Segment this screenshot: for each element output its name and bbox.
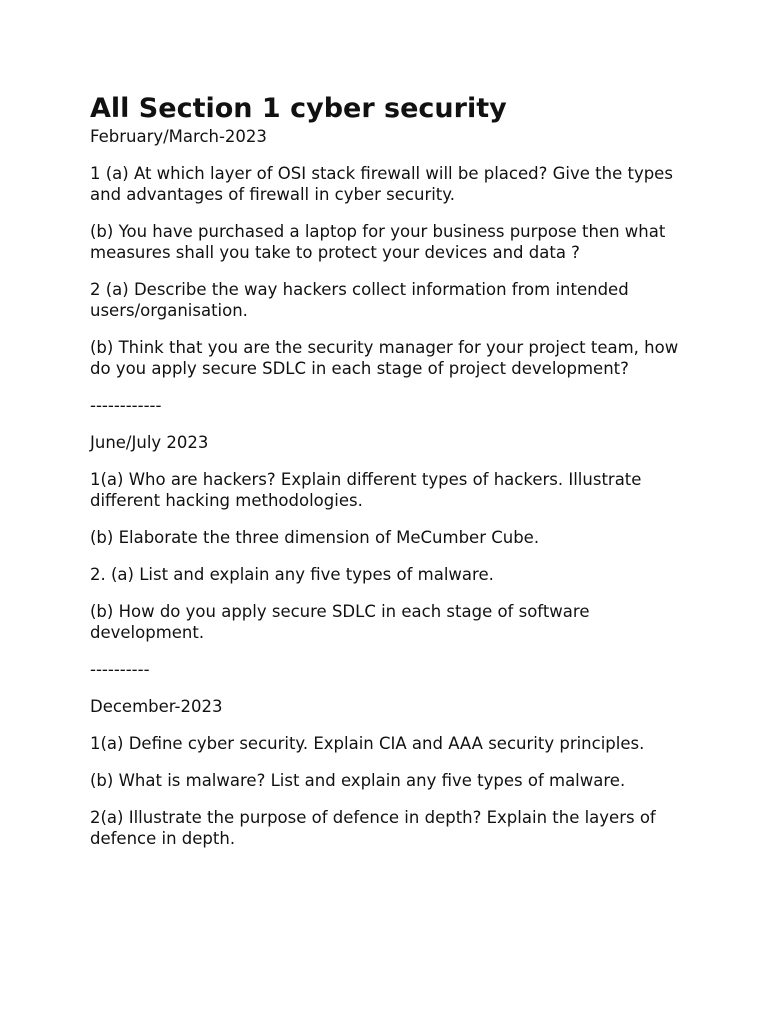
- question-item: 1 (a) At which layer of OSI stack firewall will be placed? Give the types and advantages of firewall in cyber security.: [90, 164, 673, 204]
- section-heading-jun-jul-2023: June/July 2023: [90, 433, 209, 452]
- section-heading-feb-mar-2023: February/March-2023: [90, 127, 267, 146]
- question-item: (b) Elaborate the three dimension of MeCumber Cube.: [90, 528, 540, 547]
- document-page: [90, 92, 690, 865]
- question-item: (b) What is malware? List and explain any five types of malware.: [90, 771, 626, 790]
- section-heading-dec-2023: December-2023: [90, 697, 223, 716]
- question-item: 2. (a) List and explain any five types of malware.: [90, 565, 494, 584]
- question-item: (b) You have purchased a laptop for your business purpose then what measures shall you take to protect your devices and data ?: [90, 222, 666, 262]
- question-item: 1(a) Define cyber security. Explain CIA and AAA security principles.: [90, 734, 645, 753]
- question-item: 2(a) Illustrate the purpose of defence in depth? Explain the layers of defence in depth.: [90, 808, 656, 848]
- document-title: All Section 1 cyber security: [90, 93, 507, 124]
- question-item: (b) How do you apply secure SDLC in each stage of software development.: [90, 602, 590, 642]
- section-divider: ----------: [90, 660, 150, 679]
- question-item: (b) Think that you are the security manager for your project team, how do you apply secure SDLC in each stage of project development?: [90, 338, 679, 378]
- question-item: 2 (a) Describe the way hackers collect information from intended users/organisation.: [90, 280, 629, 320]
- section-divider: ------------: [90, 396, 162, 415]
- question-item: 1(a) Who are hackers? Explain different types of hackers. Illustrate different hacking methodologies.: [90, 470, 642, 510]
